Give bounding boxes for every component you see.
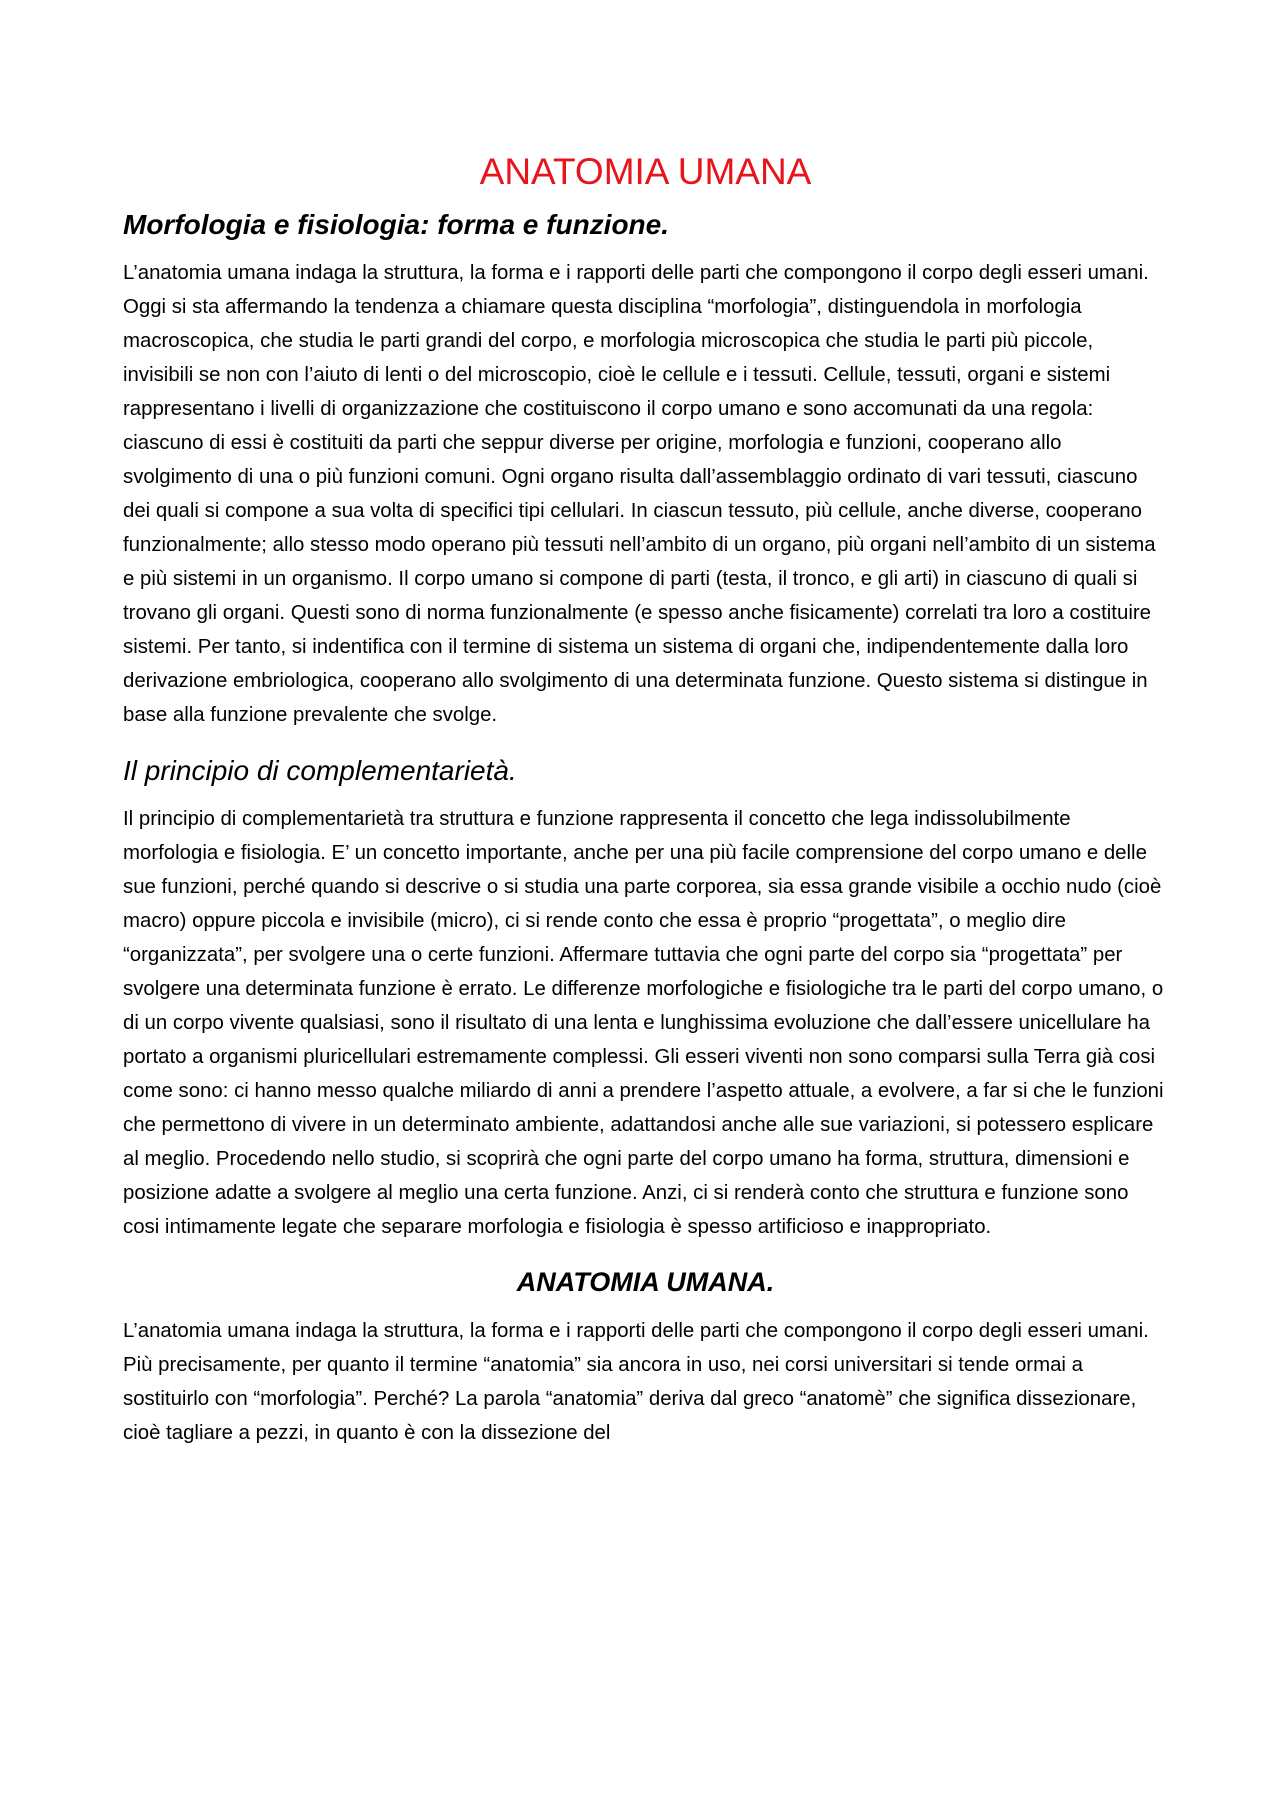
paragraph-complementarieta: Il principio di complementarietà tra struttura e funzione rappresenta il concetto che lega indissolubilmente morfologia e fisiologia. E’ un concetto importante, anche per una più facile comprensione del corpo umano e delle sue funzioni, perché quando si descrive o si studia una parte corporea, sia essa grande visibile a occhio nudo (cioè macro) oppure piccola e invisibile (micro), ci si rende conto che essa è proprio “progettata”, o meglio dire “organizzata”, per svolgere una o certe funzioni. Affermare tuttavia che ogni parte del corpo sia “progettata” per svolgere una determinata funzione è errato. Le differenze morfologiche e fisiologiche tra le parti del corpo umano, o di un corpo vivente qualsiasi, sono il risultato di una lenta e lunghissima evoluzione che dall’essere unicellulare ha portato a organismi pluricellulari estremamente complessi. Gli esseri viventi non sono comparsi sulla Terra già cosi come sono: ci hanno messo qualche miliardo di anni a prendere l’aspetto attuale, a evolvere, a far si che le funzioni che permettono di vivere in un determinato ambiente, adattandosi anche alle sue variazioni, si potessero esplicare al meglio. Procedendo nello studio, si scoprirà che ogni parte del corpo umano ha forma, struttura, dimensioni e posizione adatte a svolgere al meglio una certa funzione. Anzi, ci si renderà conto che struttura e funzione sono cosi intimamente legate che separare morfologia e fisiologia è spesso artificioso e inappropriato. — [123, 807, 1164, 1238]
paragraph-morfologia: L’anatomia umana indaga la struttura, la forma e i rapporti delle parti che compongono il corpo degli esseri umani. Oggi si sta affermando la tendenza a chiamare questa disciplina “morfologia”, distinguendola in morfologia macroscopica, che studia le parti grandi del corpo, e morfologia microscopica che studia le parti più piccole, invisibili se non con l’aiuto di lenti o del microscopio, cioè le cellule e i tessuti. Cellule, tessuti, organi e sistemi rappresentano i livelli di organizzazione che costituiscono il corpo umano e sono accomunati da una regola: ciascuno di essi è costituiti da parti che seppur diverse per origine, morfologia e funzioni, cooperano allo svolgimento di una o più funzioni comuni. Ogni organo risulta dall’assemblaggio ordinato di vari tessuti, ciascuno dei quali si compone a sua volta di specifici tipi cellulari. In ciascun tessuto, più cellule, anche diverse, cooperano funzionalmente; allo stesso modo operano più tessuti nell’ambito di un organo, più organi nell’ambito di un sistema e più sistemi in un organismo. Il corpo umano si compone di parti (testa, il tronco, e gli arti) in ciascuno di quali si trovano gli organi. Questi sono di norma funzionalmente (e spesso anche fisicamente) correlati tra loro a costituire sistemi. Per tanto, si indentifica con il termine di sistema un sistema di organi che, indipendentemente dalla loro derivazione embriologica, cooperano allo svolgimento di una determinata funzione. Questo sistema si distingue in base alla funzione prevalente che svolge. — [123, 261, 1156, 726]
paragraph-anatomia-umana: L’anatomia umana indaga la struttura, la forma e i rapporti delle parti che compongono il corpo degli esseri umani. Più precisamente, per quanto il termine “anatomia” sia ancora in uso, nei corsi universitari si tende ormai a sostituirlo con “morfologia”. Perché? La parola “anatomia” deriva dal greco “anatomè” che significa dissezionare, cioè tagliare a pezzi, in quanto è con la dissezione del — [123, 1319, 1149, 1444]
section-heading-anatomia-umana: ANATOMIA UMANA. — [516, 1266, 775, 1297]
section-heading-morfologia: Morfologia e fisiologia: forma e funzione. — [123, 209, 670, 241]
document-title: ANATOMIA UMANA — [479, 151, 812, 192]
section-heading-complementarieta: Il principio di complementarietà. — [123, 754, 517, 786]
document-page — [123, 150, 1168, 1472]
